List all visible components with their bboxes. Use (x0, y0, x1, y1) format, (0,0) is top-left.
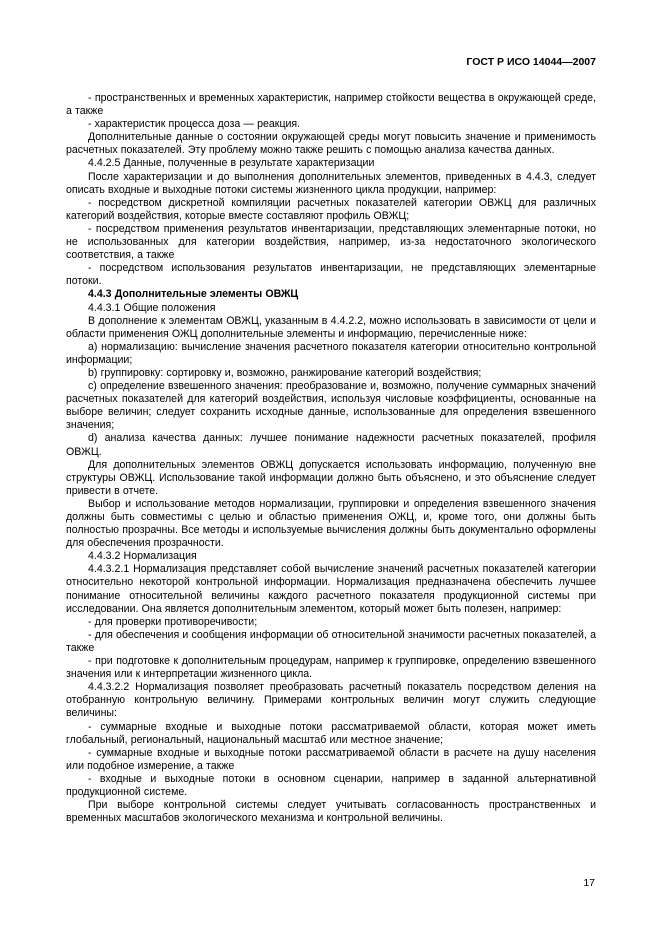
paragraph: 4.4.2.5 Данные, полученные в результате характеризации (88, 157, 375, 170)
paragraph: - характеристик процесса доза — реакция. (88, 118, 301, 131)
paragraph: - суммарные входные и выходные потоки рассматриваемой области в расчете на душу населения или подобное измерение, а также (66, 746, 596, 772)
document-body (66, 92, 596, 825)
paragraph: - посредством применения результатов инвентаризации, представляющих элементарные потоки, но не использованных для категории воздействия, например, из-за недостаточного экологического соответствия, а также (66, 222, 596, 262)
paragraph: - пространственных и временных характеристик, например стойкости вещества в окружающей среде, а также (66, 92, 596, 118)
paragraph: Выбор и использование методов нормализации, группировки и определения взвешенного значения должны быть совместимы с целью и областью применения ОЖЦ, и, кроме того, они должны быть полностью прозрачны. Все методы и используемые вычисления должны быть документально оформлены для обеспечения прозрачности. (66, 497, 596, 550)
page-number: 17 (583, 877, 595, 889)
paragraph: 4.4.3.2 Нормализация (88, 550, 197, 563)
paragraph: - суммарные входные и выходные потоки рассматриваемой области, которая может иметь глобальный, региональный, национальный масштаб или местное значение; (66, 720, 596, 746)
paragraph: Для дополнительных элементов ОВЖЦ допускается использовать информацию, полученную вне структуры ОВЖЦ. Использование такой информации должно быть объяснено, и это объяснение следует привести в отчете. (66, 458, 596, 497)
paragraph: 4.4.3.2.2 Нормализация позволяет преобразовать расчетный показатель посредством деления на отобранную контрольную величину. Примерами контрольных величин могут служить следующие величины: (66, 681, 596, 720)
paragraph: - посредством использования результатов инвентаризации, не представляющих элементарные потоки. (66, 262, 596, 288)
paragraph: 4.4.3.1 Общие положения (88, 301, 216, 314)
paragraph: - посредством дискретной компиляции расчетных показателей категории ОВЖЦ для различных категорий воздействия, которые вместе составляют профиль ОВЖЦ; (66, 196, 596, 222)
paragraph: Дополнительные данные о состоянии окружающей среды могут повысить значение и применимость расчетных показателей. Эту проблему можно также решить с помощью анализа качества данных. (66, 131, 596, 157)
paragraph: a) нормализацию: вычисление значения расчетного показателя категории относительно контрольной информации; (66, 340, 596, 366)
section-heading: 4.4.3 Дополнительные элементы ОВЖЦ (88, 288, 299, 301)
paragraph: После характеризации и до выполнения дополнительных элементов, приведенных в 4.4.3, следует описать входные и выходные потоки системы жизненного цикла продукции, например: (66, 170, 596, 196)
paragraph: c) определение взвешенного значения: преобразование и, возможно, получение суммарных значений расчетных показателей для категорий воздействия, используя числовые коэффициенты, основанные на выборе величин; следует сохранить исходные данные, использованные для определения взвешенного значения; (66, 380, 596, 432)
paragraph: b) группировку: сортировку и, возможно, ранжирование категорий воздействия; (88, 366, 482, 379)
standard-number: ГОСТ Р ИСО 14044—2007 (466, 56, 596, 68)
paragraph: - при подготовке к дополнительным процедурам, например к группировке, определению взвешенного значения или к интерпретации жизненного цикла. (66, 655, 596, 681)
paragraph: - для обеспечения и сообщения информации об относительной значимости расчетных показателей, а также (66, 628, 596, 654)
paragraph: В дополнение к элементам ОВЖЦ, указанным в 4.4.2.2, можно использовать в зависимости от цели и области применения ОЖЦ дополнительные элементы и информацию, перечисленные ниже: (66, 314, 596, 340)
paragraph: - для проверки противоречивости; (88, 615, 258, 628)
paragraph: - входные и выходные потоки в основном сценарии, например в заданной альтернативной продукционной системе. (66, 772, 596, 798)
paragraph: При выборе контрольной системы следует учитывать согласованность пространственных и временных масштабов экологического механизма и контрольной величины. (66, 799, 596, 825)
document-header (66, 56, 596, 69)
paragraph: d) анализа качества данных: лучшее понимание надежности расчетных показателей, профиля ОВЖЦ. (66, 432, 596, 458)
paragraph: 4.4.3.2.1 Нормализация представляет собой вычисление значений расчетных показателей категории относительно некоторой контрольной информации. Нормализация предназначена обеспечить лучшее понимание относительной величины каждого расчетного показателя продукционной системы при исследовании. Она является дополнительным элементом, который может быть полезен, например: (66, 563, 596, 615)
